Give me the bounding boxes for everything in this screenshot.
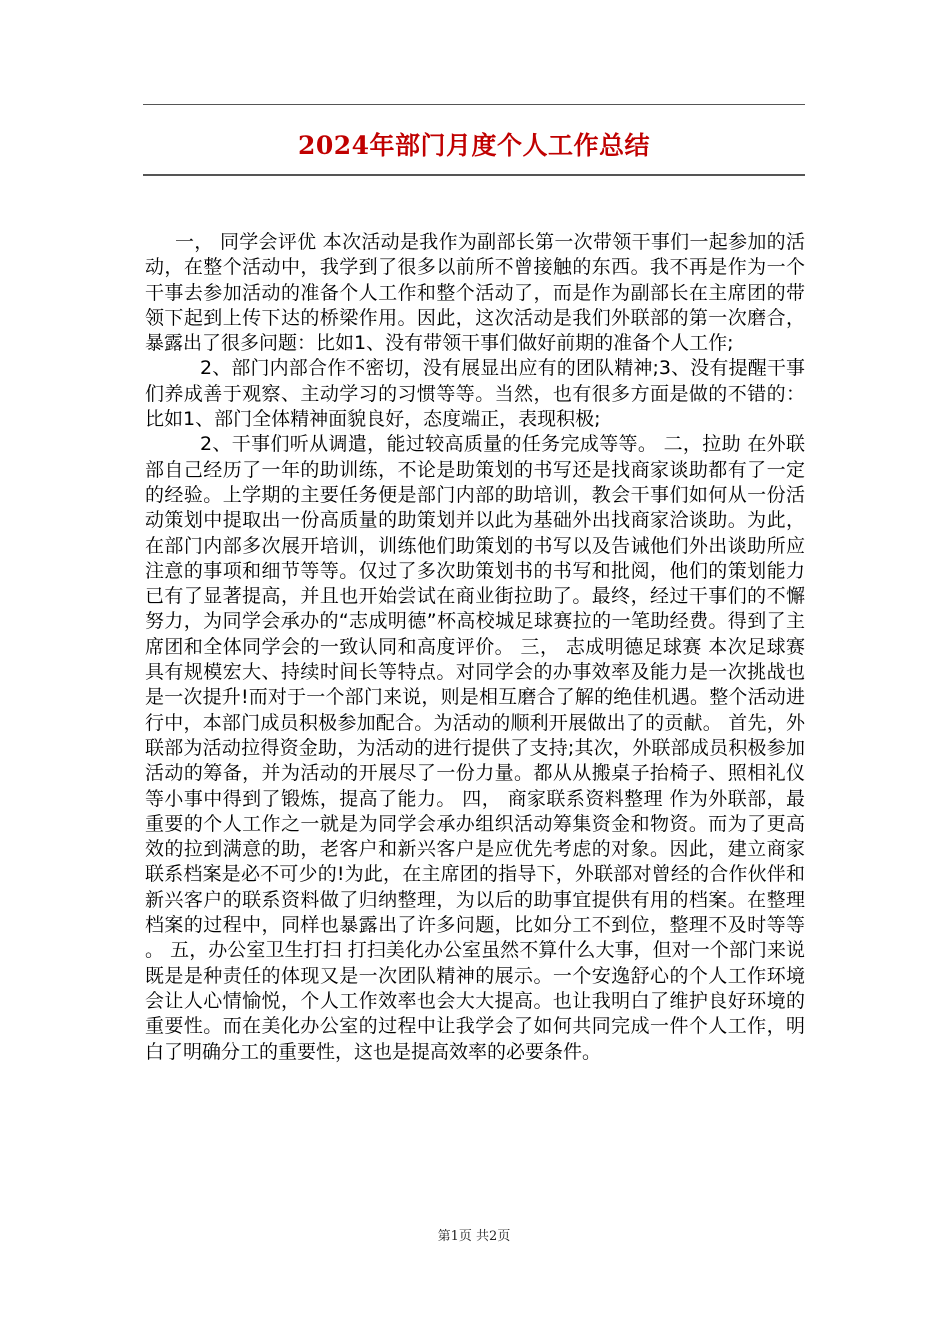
- body-paragraph-3: 2、干事们听从调遣，能过较高质量的任务完成等等。 二，拉助 在外联部自己经历了一年的助训练，不论是助策划的书写还是找商家谈助都有了一定的经验。上学期的主要任务便是部门内部的助培训，教会干事们如何从一份活动策划中提取出一份高质量的助策划并以此为基础外出找商家洽谈助。为此，在部门内部多次展开培训，训练他们助策划的书写以及告诫他们外出谈助所应注意的事项和细节等等。仅过了多次助策划书的书写和批阅，他们的策划能力已有了显著提高，并且也开始尝试在商业街拉助了。最终，经过干事们的不懈努力，为同学会承办的“志成明德”杯高校城足球赛拉的一笔助经费。得到了主席团和全体同学会的一致认同和高度评价。 三， 志成明德足球赛 本次足球赛具有规模宏大、持续时间长等特点。对同学会的办事效率及能力是一次挑战也是一次提升!而对于一个部门来说，则是相互磨合了解的绝佳机遇。整个活动进行中，本部门成员积极参加配合。为活动的顺利开展做出了的贡献。 首先，外联部为活动拉得资金助，为活动的进行提供了支持;其次，外联部成员积极参加活动的筹备，并为活动的开展尽了一份力量。都从从搬桌子抬椅子、照相礼仪等小事中得到了锻炼，提高了能力。 四， 商家联系资料整理 作为外联部，最重要的个人工作之一就是为同学会承办组织活动筹集资金和物资。而为了更高效的拉到满意的助，老客户和新兴客户是应优先考虑的对象。因此，建立商家联系档案是必不可少的!为此，在主席团的指导下，外联部对曾经的合作伙伴和新兴客户的联系资料做了归纳整理，为以后的助事宜提供有用的档案。在整理档案的过程中，同样也暴露出了许多问题，比如分工不到位，整理不及时等等。 五，办公室卫生打扫 打扫美化办公室虽然不算什么大事，但对一个部门来说既是是种责任的体现又是一次团队精神的展示。一个安逸舒心的个人工作环境会让人心情愉悦，个人工作效率也会大大提高。也让我明白了维护良好环境的重要性。而在美化办公室的过程中让我学会了如何共同完成一件个人工作，明白了明确分工的重要性，这也是提高效率的必要条件。: [145, 433, 805, 1063]
- body-paragraph-2: 2、部门内部合作不密切，没有展显出应有的团队精神;3、没有提醒干事们养成善于观察、主动学习的习惯等等。当然，也有很多方面是做的不错的：比如1、部门全体精神面貌良好，态度端正，表现积极;: [145, 357, 805, 431]
- body-paragraph-1: 一， 同学会评优 本次活动是我作为副部长第一次带领干事们一起参加的活动，在整个活动中，我学到了很多以前所不曾接触的东西。我不再是作为一个干事去参加活动的准备个人工作和整个活动了，而是作为副部长在主席团的带领下起到上传下达的桥梁作用。因此，这次活动是我们外联部的第一次磨合，暴露出了很多问题：比如1、没有带领干事们做好前期的准备个人工作;: [145, 231, 805, 355]
- document-body: [145, 230, 805, 1200]
- document-title: 2024年部门月度个人工作总结: [297, 131, 651, 160]
- title-underline: [143, 174, 805, 176]
- header-rule: [143, 104, 805, 105]
- page-number-footer: 第1页 共2页: [437, 1229, 511, 1244]
